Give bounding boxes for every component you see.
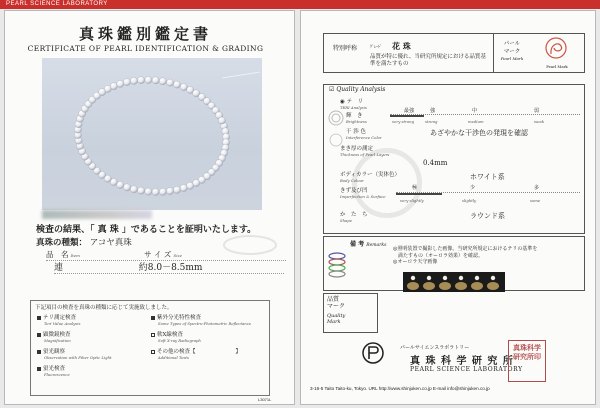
brightness-scale-en (425, 119, 437, 125)
brightness-scale-en-label: medium (468, 119, 484, 124)
pearl (167, 79, 174, 86)
pearl (130, 186, 137, 193)
psl-laboratory-logo-icon (361, 340, 385, 370)
brightness-scale-en (392, 119, 414, 125)
check-item-en: Fluorescence (44, 372, 70, 377)
check-item (151, 347, 241, 360)
blemish-bar (396, 193, 442, 195)
checkbox-checked-icon: ◉ (340, 99, 347, 105)
aurora-glow (471, 282, 483, 290)
certificate-title-jp: 真珠鑑別鑑定書 (78, 25, 212, 43)
blemish-scale-en (530, 198, 540, 204)
blemish-scale-en-label: very slightly (400, 198, 424, 203)
pearl (138, 77, 145, 84)
check-item (37, 347, 112, 360)
aurora-glow (439, 282, 451, 290)
brightness-scale-weak (534, 107, 539, 114)
blemish-scale-slight (470, 184, 475, 191)
pearl (159, 188, 166, 195)
blemish-scale-some (534, 184, 539, 191)
blemish-scale-label: 多 (534, 185, 540, 191)
shape-label (340, 210, 368, 224)
check-item (151, 330, 201, 343)
pearl-necklace-icon (42, 58, 262, 210)
brightness-label (346, 111, 367, 125)
quality-mark-label: 品質 マーク (327, 296, 346, 310)
pearl (159, 78, 166, 85)
check-item-tail: 】 (235, 349, 242, 355)
blemish-scale-en-label: slightly (462, 198, 477, 203)
pearl (218, 117, 225, 124)
serial-number-blurred (42, 210, 152, 219)
interference-value: あざやかな干渉色の発現を確認 (430, 129, 528, 137)
aurora-highlight (411, 276, 415, 280)
blemish-scale-label: 少 (470, 185, 476, 191)
grade-description: 品質が特に優れ、当研究所規定における品質基準を満たすもの (370, 54, 486, 67)
pearl-type-value: アコヤ真珠 (89, 238, 132, 248)
shape-value: ラウンド系 (470, 212, 505, 220)
teri-label-jp: テ リ (346, 99, 364, 105)
grade-small-label: ｸﾞﾚｰﾄﾞ (370, 44, 382, 49)
nacre-label (340, 144, 389, 158)
teri-label (340, 97, 367, 111)
blemish-scale-line (396, 192, 580, 193)
pearl (173, 186, 180, 193)
brightness-scale-very-strong (404, 107, 414, 114)
brightness-scale-line (390, 114, 580, 115)
blemish-label-en: Imperfection & Surface (340, 194, 386, 199)
check-item-label: 紫外分光特性検査 (157, 315, 202, 321)
checkbox-checked-icon: ☑ (329, 86, 335, 93)
item-label: 品 名 (46, 250, 69, 259)
check-item (37, 313, 80, 326)
pearl (180, 84, 187, 91)
check-item-en: Additional Tests (158, 355, 189, 360)
brightness-scale-label: 中 (472, 108, 478, 114)
blemish-scale-en-label: some (530, 198, 541, 203)
pearl (130, 77, 137, 84)
pearl (123, 79, 130, 86)
test-checklist (30, 300, 270, 396)
blemish-scale-very-slight (412, 184, 417, 191)
pearl (123, 184, 130, 191)
pearl (117, 80, 124, 87)
pearl (110, 83, 117, 90)
pearl (145, 188, 152, 195)
shape-label-en: Shape (340, 218, 352, 223)
laboratory-kana: パールサイエンスラボラトリー (400, 345, 470, 351)
brightness-scale-en-label: weak (534, 119, 545, 124)
check-item (151, 313, 251, 326)
nacre-label-jp: まき厚の測定 (340, 146, 374, 152)
checkbox-checked-icon (37, 316, 41, 320)
body-color-label-en: Body Colour (340, 178, 364, 183)
item-size-values (54, 260, 284, 274)
pearl (166, 188, 173, 195)
remarks-line-1: ◎照明装置で撮影した画像。当研究所規定におけるテリの基準を (393, 246, 538, 252)
remarks-line-2: 満たすもの（オーロラ効果）を確認。 (393, 252, 484, 259)
brightness-scale-label: 強 (430, 108, 436, 114)
aurora-highlight (491, 276, 495, 280)
check-item-label: 蛍光観察 (43, 349, 66, 355)
brightness-scale-label: 最強 (404, 108, 415, 114)
blemish-scale-en (400, 198, 424, 204)
pearl-type-line (36, 236, 132, 248)
checklist-header: 下記項目の検査を真珠の種類に応じて実施致しました。 (35, 305, 173, 311)
teri-label-en: TERI Analysis (340, 105, 367, 110)
check-item-en: Magnification (44, 338, 71, 343)
special-grade-label: 特別呼称 (333, 45, 358, 52)
checkbox-checked-icon (151, 316, 155, 320)
check-item-en: Some Types of Spectro-Photometric Reflectance (158, 321, 252, 326)
brightness-bar (390, 115, 424, 117)
blemish-label-jp: きず及び凹 (340, 188, 368, 194)
body-color-label (340, 170, 400, 184)
check-item-en: Observation with Fiber Optic Light (44, 355, 112, 360)
checkbox-empty-icon (151, 350, 155, 354)
remarks-title-en: Remarks (366, 243, 387, 248)
checkbox-checked-icon (37, 367, 41, 371)
pearl-necklace-photo (42, 58, 262, 210)
check-item-label: 軟X線検査 (157, 332, 183, 338)
pearl-mark-en: Pearl Mark (500, 56, 524, 61)
watermark-logo-icon (220, 233, 280, 257)
body-color-label-jp: ボディカラー（実体色） (340, 172, 401, 178)
shape-label-jp: か た ち (340, 212, 368, 218)
check-item (37, 330, 71, 343)
interference-label (346, 127, 382, 141)
pearl-mark-label: パール マーク (503, 41, 521, 55)
aurora-glow (455, 282, 467, 290)
blemish-label (340, 186, 386, 200)
laboratory-name-en: PEARL SCIENCE LABORATORY (410, 366, 523, 373)
remarks-text (393, 246, 543, 266)
aurora-glow (423, 282, 435, 290)
aurora-pearls-icon (403, 272, 505, 292)
brightness-scale-strong (430, 107, 435, 114)
pearl-mark-logo-caption: Pearl Mark (546, 64, 568, 69)
check-item-label: その他の検査【 (157, 349, 196, 355)
aurora-image (403, 272, 505, 292)
check-item-label: 顕微鏡検査 (43, 332, 71, 338)
interference-label-en: Interference Color (346, 135, 382, 140)
item-value: 連 (54, 263, 64, 273)
aurora-highlight (427, 276, 431, 280)
pearl (145, 76, 152, 83)
pearl (187, 182, 194, 189)
remarks-title (350, 239, 386, 248)
quality-mark-en: Quality Mark (327, 313, 346, 325)
laboratory-seal: 真珠科学研究所印 (508, 340, 546, 382)
pearl-type-label: 真珠の種類： (36, 238, 88, 248)
brightness-scale-en (468, 119, 484, 125)
nacre-value: 0.4mm (423, 159, 448, 167)
check-item-label: テリ測定検査 (43, 315, 77, 321)
certification-statement: 検査の結果、「 真 珠 」であることを証明いたします。 (36, 225, 257, 235)
aurora-glow (487, 282, 499, 290)
aurora-rainbow-icon (327, 246, 347, 286)
laboratory-address: 3-16-5 Taito Taito-ku, Tokyo. URL http://www.shinjuken.co.jp E-mail info@shinjuken.co.jp (310, 386, 490, 391)
pearl-mark-logo-icon (540, 36, 572, 62)
brightness-scale-label: 弱 (534, 108, 540, 114)
brightness-label-en: Brightness (346, 119, 367, 124)
checkbox-checked-icon (37, 350, 41, 354)
body-color-value: ホワイト系 (470, 173, 505, 181)
pearl (180, 185, 187, 192)
check-item-label: 蛍光検査 (43, 366, 66, 372)
hanadama-grade: 花 珠 (392, 41, 411, 51)
pearl (117, 181, 124, 188)
check-item-en: Teri Value Analysis (44, 321, 81, 326)
aurora-highlight (459, 276, 463, 280)
brightness-scale-en-label: very strong (392, 119, 415, 124)
item-label-en: Item (70, 253, 80, 258)
brightness-scale-en (534, 119, 544, 125)
checkbox-checked-icon (37, 333, 41, 337)
top-banner: PEARL SCIENCE LABORATORY (0, 0, 600, 9)
aurora-highlight (475, 276, 479, 280)
pearl (152, 77, 159, 84)
nacre-label-en: Thickness of Pearl Layers (340, 152, 390, 157)
checkbox-empty-icon (151, 333, 155, 337)
aurora-glow (407, 282, 419, 290)
brightness-scale-medium (472, 107, 477, 114)
laboratory-name-jp: 真 珠 科 学 研 究 所 (410, 356, 514, 367)
blemish-scale-label: 極 (412, 185, 418, 191)
remarks-line-3: ◎オーロラ天守画像 (393, 259, 438, 265)
size-value: 約8.0－8.5mm (138, 263, 203, 273)
brightness-scale-en-label: strong (425, 119, 438, 124)
interference-label-jp: 干 渉 色 (346, 129, 366, 135)
remarks-title-jp: 備 考 (350, 241, 365, 248)
size-label-en: Size (173, 253, 182, 258)
check-item (37, 364, 70, 377)
check-item-en: Soft X-ray Radiograph (158, 338, 201, 343)
certificate-title-en: CERTIFICATE OF PEARL IDENTIFICATION & GRADING (27, 44, 264, 53)
pearl (138, 187, 145, 194)
brightness-label-jp: 輝 き (346, 113, 363, 119)
size-label: サ イ ズ (144, 250, 172, 259)
header-divider (493, 33, 494, 73)
pearl (173, 81, 180, 88)
document-code: L3071L (258, 397, 272, 402)
pearl (152, 188, 159, 195)
aurora-highlight (443, 276, 447, 280)
quality-analysis-title-text: Quality Analysis (336, 86, 386, 93)
blemish-scale-en (462, 198, 476, 204)
quality-analysis-title (329, 86, 385, 93)
